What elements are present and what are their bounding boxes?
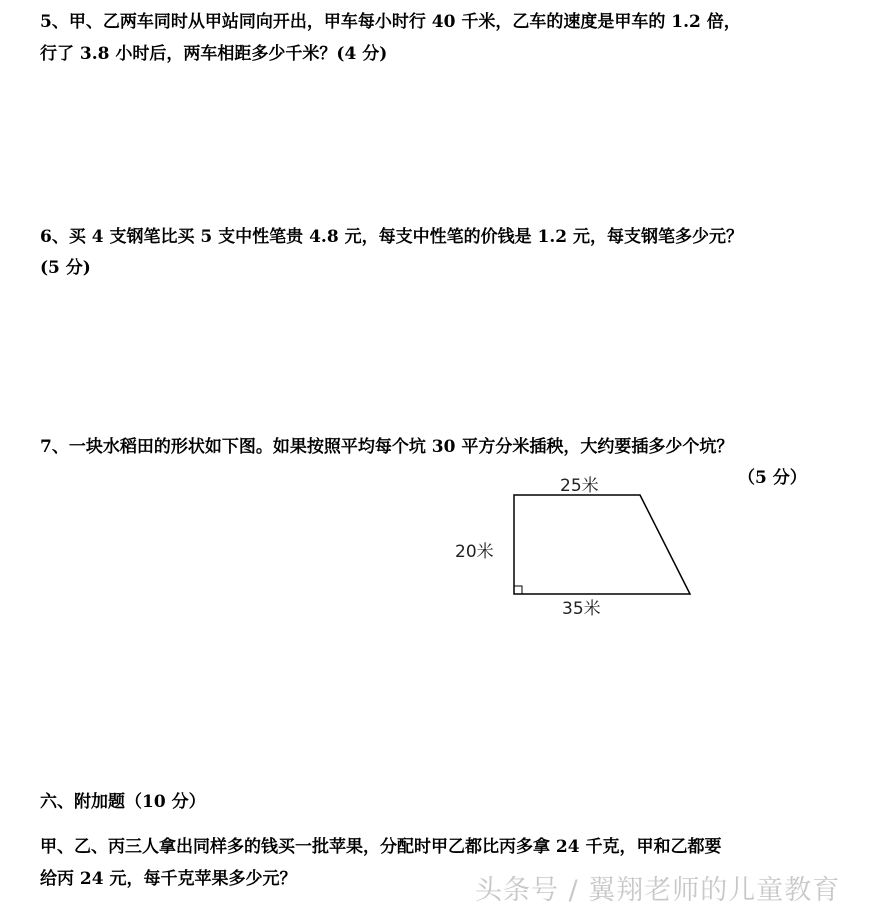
- label-bottom: 35米: [562, 599, 601, 619]
- q6-line-2: (5 分): [40, 258, 91, 278]
- watermark: 头条号 / 翼翔老师的儿童教育: [475, 875, 841, 906]
- q6-line-1: 6、买 4 支钢笔比买 5 支中性笔贵 4.8 元，每支中性笔的价钱是 1.2 元，每支钢笔多少元？: [40, 227, 743, 247]
- q5-line-2: 行了 3.8 小时后，两车相距多少千米？(4 分): [40, 44, 388, 64]
- section-6-title: 六、附加题（10 分）: [40, 792, 206, 812]
- trapezoid-shape: [514, 495, 690, 594]
- right-angle-mark: [514, 586, 522, 594]
- label-left: 20米: [455, 542, 494, 562]
- q7-score: （5 分）: [738, 468, 807, 488]
- label-top: 25米: [560, 476, 599, 496]
- section-6-line-1: 甲、乙、丙三人拿出同样多的钱买一批苹果，分配时甲乙都比丙多拿 24 千克，甲和乙都要: [40, 837, 722, 857]
- section-6-line-2: 给丙 24 元，每千克苹果多少元？: [40, 869, 297, 889]
- q7-line-1: 7、一块水稻田的形状如下图。如果按照平均每个坑 30 平方分米插秧，大约要插多少个坑？: [40, 437, 734, 457]
- q5-line-1: 5、甲、乙两车同时从甲站同向开出，甲车每小时行 40 千米，乙车的速度是甲车的 1.2 倍，: [40, 12, 741, 32]
- trapezoid-figure: [440, 465, 720, 625]
